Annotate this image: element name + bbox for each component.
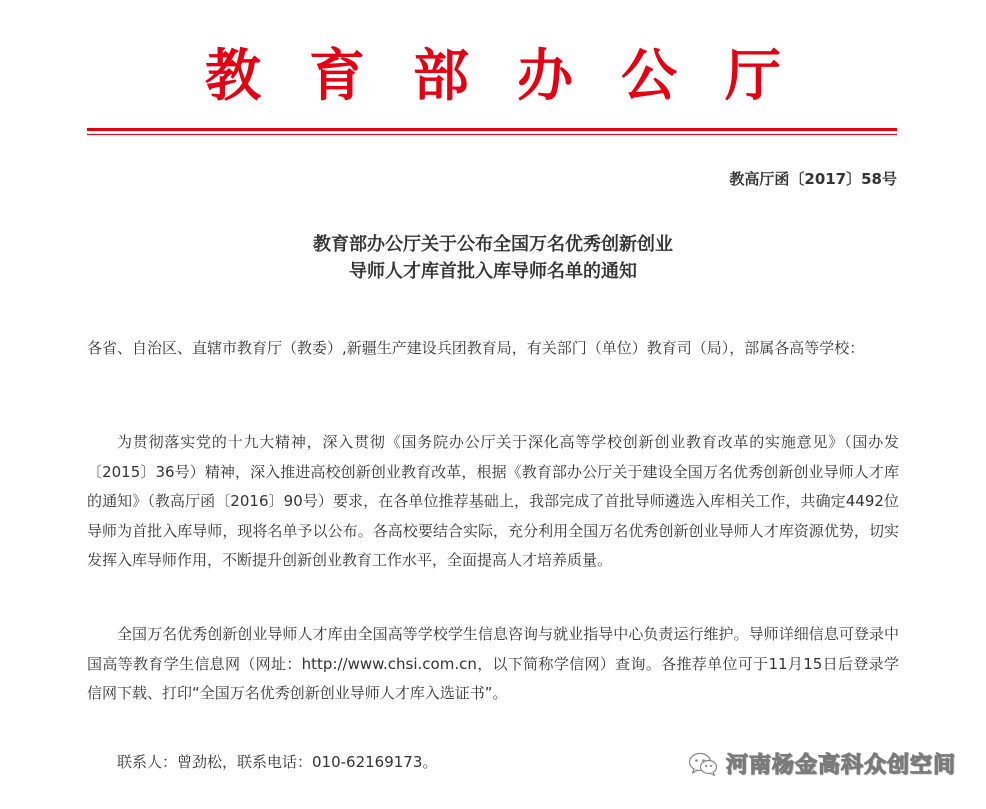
masthead-title: 教育部办公厅: [205, 43, 829, 109]
watermark-text: 河南杨金高科众创空间: [725, 753, 956, 778]
body-paragraph-2: 全国万名优秀创新创业导师人才库由全国高等学校学生信息咨询与就业指导中心负责运行维护。导师详细信息可登录中国高等教育学生信息网（网址：http://www.chsi.com.cn，以下简称学信网）查询。各推荐单位可于11月15日后登录学信网下载、打印“全国万名优秀创新创业导师人才库入选证书”。: [87, 625, 899, 702]
body-paragraph-1: 为贯彻落实党的十九大精神，深入贯彻《国务院办公厅关于深化高等学校创新创业教育改革的实施意见》（国办发〔2015〕36号）精神，深入推进高校创新创业教育改革，根据《教育部办公厅关于建设全国万名优秀创新创业导师人才库的通知》（教高厅函〔2016〕90号）要求，在各单位推荐基础上，我部完成了首批导师遴选入库相关工作，共确定4492位导师为首批入库导师，现将名单予以公布。各高校要结合实际，充分利用全国万名优秀创新创业导师人才库资源优势，切实发挥入库导师作用，不断提升创新创业教育工作水平，全面提高人才培养质量。: [87, 433, 899, 569]
salutation: 各省、自治区、直辖市教育厅（教委）,新疆生产建设兵团教育局，有关部门（单位）教育司（局），部属各高等学校：: [87, 339, 865, 357]
wechat-icon: [688, 751, 718, 777]
notice-title-line-1: 教育部办公厅关于公布全国万名优秀创新创业: [313, 234, 673, 255]
red-rule-thick: [87, 128, 897, 131]
notice-title-line-2: 导师人才库首批入库导师名单的通知: [349, 261, 637, 282]
contact-line: 联系人：曾劲松，联系电话：010-62169173。: [117, 753, 438, 771]
document-number: 教高厅函〔2017〕58号: [729, 170, 897, 188]
watermark: [688, 748, 956, 779]
red-rule-thin: [87, 134, 897, 135]
